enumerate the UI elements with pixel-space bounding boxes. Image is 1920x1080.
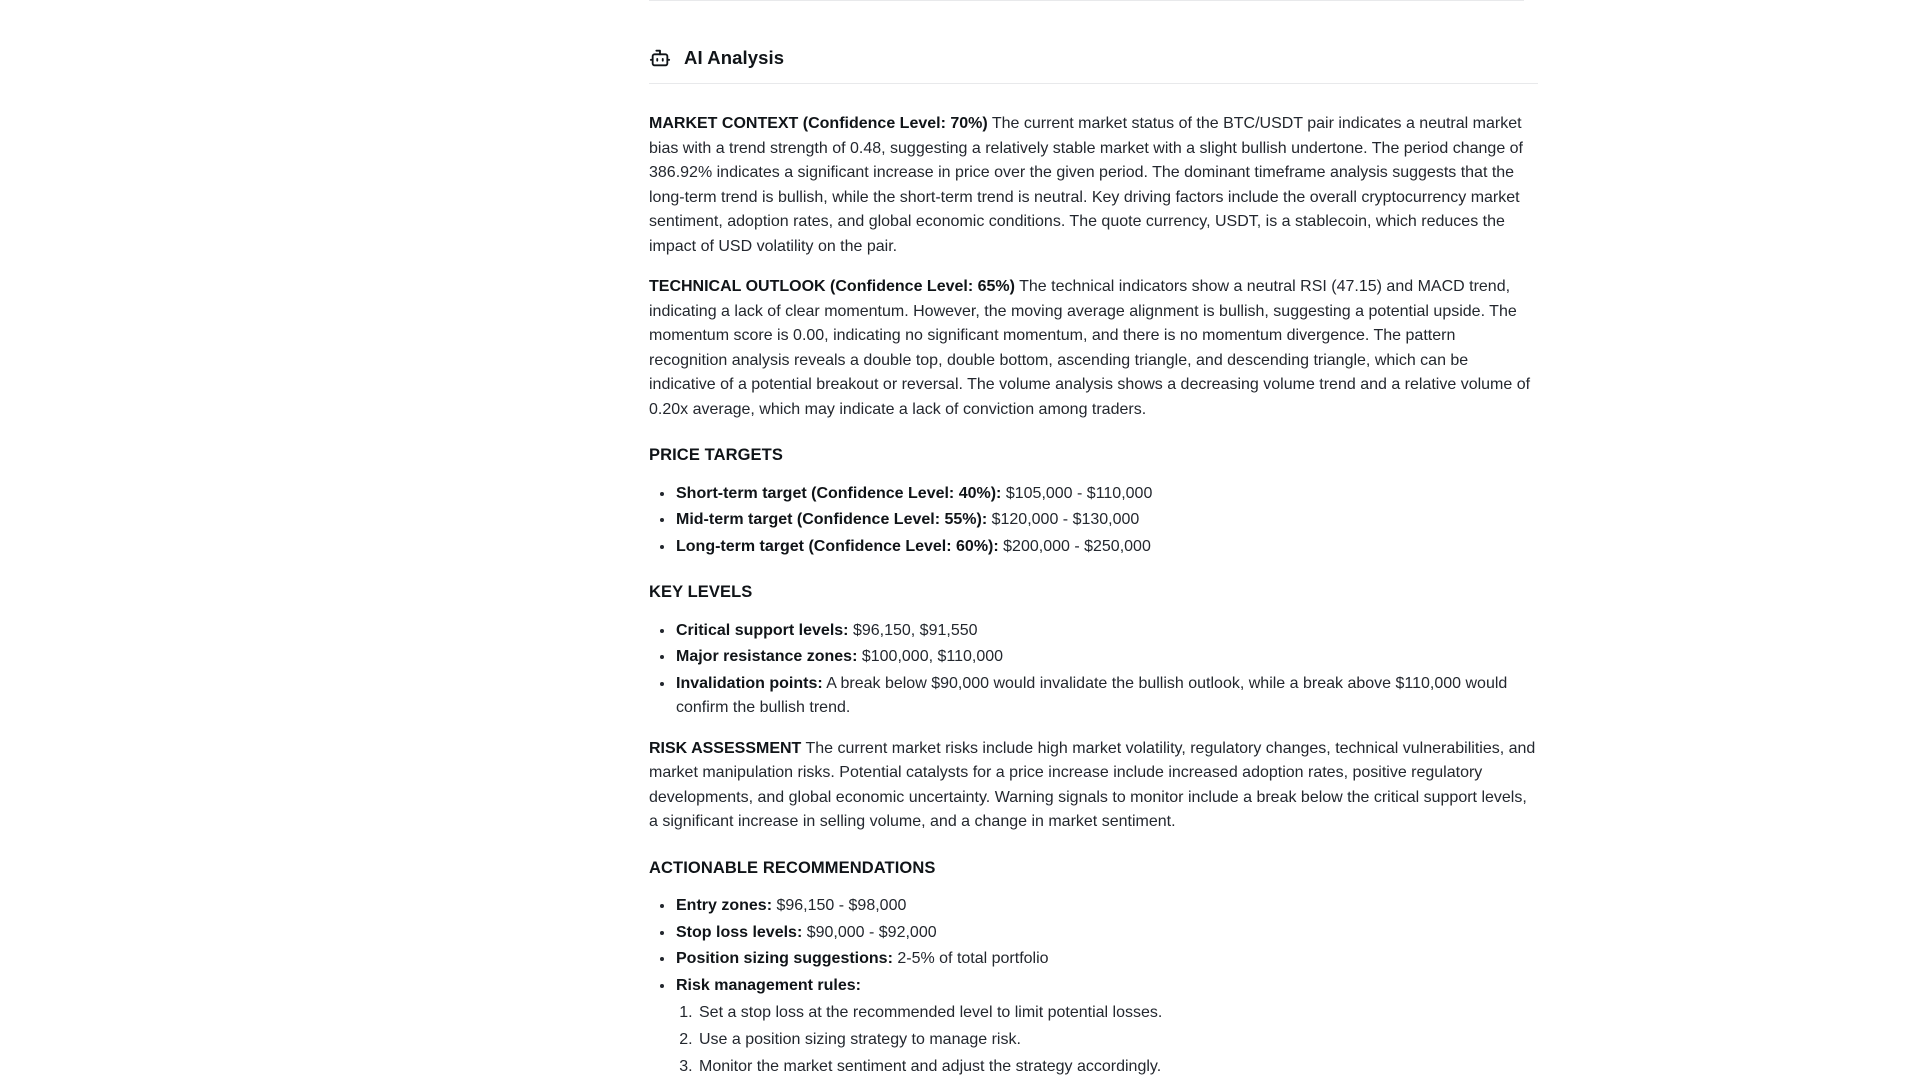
risk-rule-item: 1. Set a stop loss at the recommended level to limit potential losses.: [697, 1001, 1538, 1026]
list-item-label: Position sizing suggestions:: [676, 950, 893, 967]
technical-outlook-paragraph: [649, 275, 1538, 422]
list-item-value: $100,000, $110,000: [861, 648, 1004, 665]
list-item: [675, 894, 1538, 919]
list-item-label: Critical support levels:: [676, 621, 849, 639]
list-item-label: Risk management rules:: [676, 976, 861, 994]
list-item-label: Invalidation points:: [676, 674, 823, 692]
list-item: [675, 672, 1538, 721]
section-title: AI Analysis: [684, 47, 785, 68]
list-item: [675, 535, 1538, 560]
analysis-content: [649, 84, 1538, 1080]
list-item-value: 2-5% of total portfolio: [897, 950, 1049, 967]
technical-outlook-text: The technical indicators show a neutral RSI (47.15) and MACD trend, indicating a lack of clear momentum. However, the moving average alignment is bullish, suggesting a potential upside. The momentum score is 0.00, indicating no significant momentum, and there is no momentum divergence. The pattern recognition analysis reveals a double top, double bottom, ascending triangle, and descending triangle, which can be indicative of a potential breakout or reversal. The volume analysis shows a decreasing volume trend and a relative volume of 0.20x average, which may indicate a lack of conviction among traders.: [649, 278, 1531, 418]
list-item: [675, 619, 1538, 644]
list-item: [675, 974, 1538, 1080]
market-context-paragraph: [649, 112, 1538, 259]
risk-rule-item: 2. Use a position sizing strategy to manage risk.: [697, 1028, 1538, 1053]
list-item-value: $200,000 - $250,000: [1003, 537, 1151, 555]
risk-assessment-paragraph: [649, 737, 1538, 835]
risk-assessment-label: RISK ASSESSMENT: [649, 739, 802, 757]
list-item-value: $120,000 - $130,000: [991, 511, 1140, 528]
list-item-label: Mid-term target (Confidence Level: 55%):: [676, 511, 988, 528]
key-levels-heading: KEY LEVELS: [649, 583, 753, 601]
bot-icon: [649, 47, 671, 69]
price-targets-heading: PRICE TARGETS: [649, 446, 783, 464]
risk-rule-item: 3. Monitor the market sentiment and adjust the strategy accordingly.: [697, 1055, 1538, 1080]
ai-analysis-header: [649, 1, 1538, 83]
risk-assessment-text: The current market risks include high market volatility, regulatory changes, technical vulnerabilities, and market manipulation risks. Potential catalysts for a price increase include increased adoption rates, positive regulatory developments, and global economic uncertainty. Warning signals to monitor include a break below the critical support levels, a significant increase in selling volume, and a change in market sentiment.: [649, 739, 1536, 830]
list-item: [675, 482, 1538, 507]
risk-rules-list: [676, 1001, 1538, 1080]
recommendations-heading: ACTIONABLE RECOMMENDATIONS: [649, 858, 936, 877]
list-item-label: Stop loss levels:: [676, 923, 803, 941]
technical-outlook-label: TECHNICAL OUTLOOK (Confidence Level: 65%): [649, 278, 1015, 295]
list-item-value: A break below $90,000 would invalidate the bullish outlook, while a break above $110,000 would confirm the bullish trend.: [676, 674, 1508, 716]
list-item-label: Entry zones:: [676, 897, 773, 914]
list-item: [675, 921, 1538, 946]
market-context-text: The current market status of the BTC/USDT pair indicates a neutral market bias with a trend strength of 0.48, suggesting a relatively stable market with a slight bullish undertone. The period change of 386.92% indicates a significant increase in price over the given period. The dominant timeframe analysis suggests that the long-term trend is bullish, while the short-term trend is neutral. Key driving factors include the overall cryptocurrency market sentiment, adoption rates, and global economic conditions. The quote currency, USDT, is a stablecoin, which reduces the impact of USD volatility on the pair.: [649, 115, 1523, 255]
recommendations-list: [649, 894, 1538, 1080]
list-item-value: $105,000 - $110,000: [1005, 484, 1153, 502]
list-item-value: $96,150, $91,550: [852, 621, 978, 639]
market-context-label: MARKET CONTEXT (Confidence Level: 70%): [649, 115, 988, 132]
list-item: [675, 645, 1538, 670]
list-item: [675, 947, 1538, 972]
price-targets-list: [649, 482, 1538, 560]
key-levels-list: [649, 619, 1538, 721]
list-item-value: $90,000 - $92,000: [806, 923, 937, 941]
list-item-label: Major resistance zones:: [676, 648, 858, 665]
ai-analysis-section: [649, 0, 1538, 1080]
list-item: [675, 508, 1538, 533]
list-item-label: Long-term target (Confidence Level: 60%):: [676, 537, 999, 555]
list-item-value: $96,150 - $98,000: [776, 897, 907, 914]
list-item-label: Short-term target (Confidence Level: 40%):: [676, 484, 1002, 502]
